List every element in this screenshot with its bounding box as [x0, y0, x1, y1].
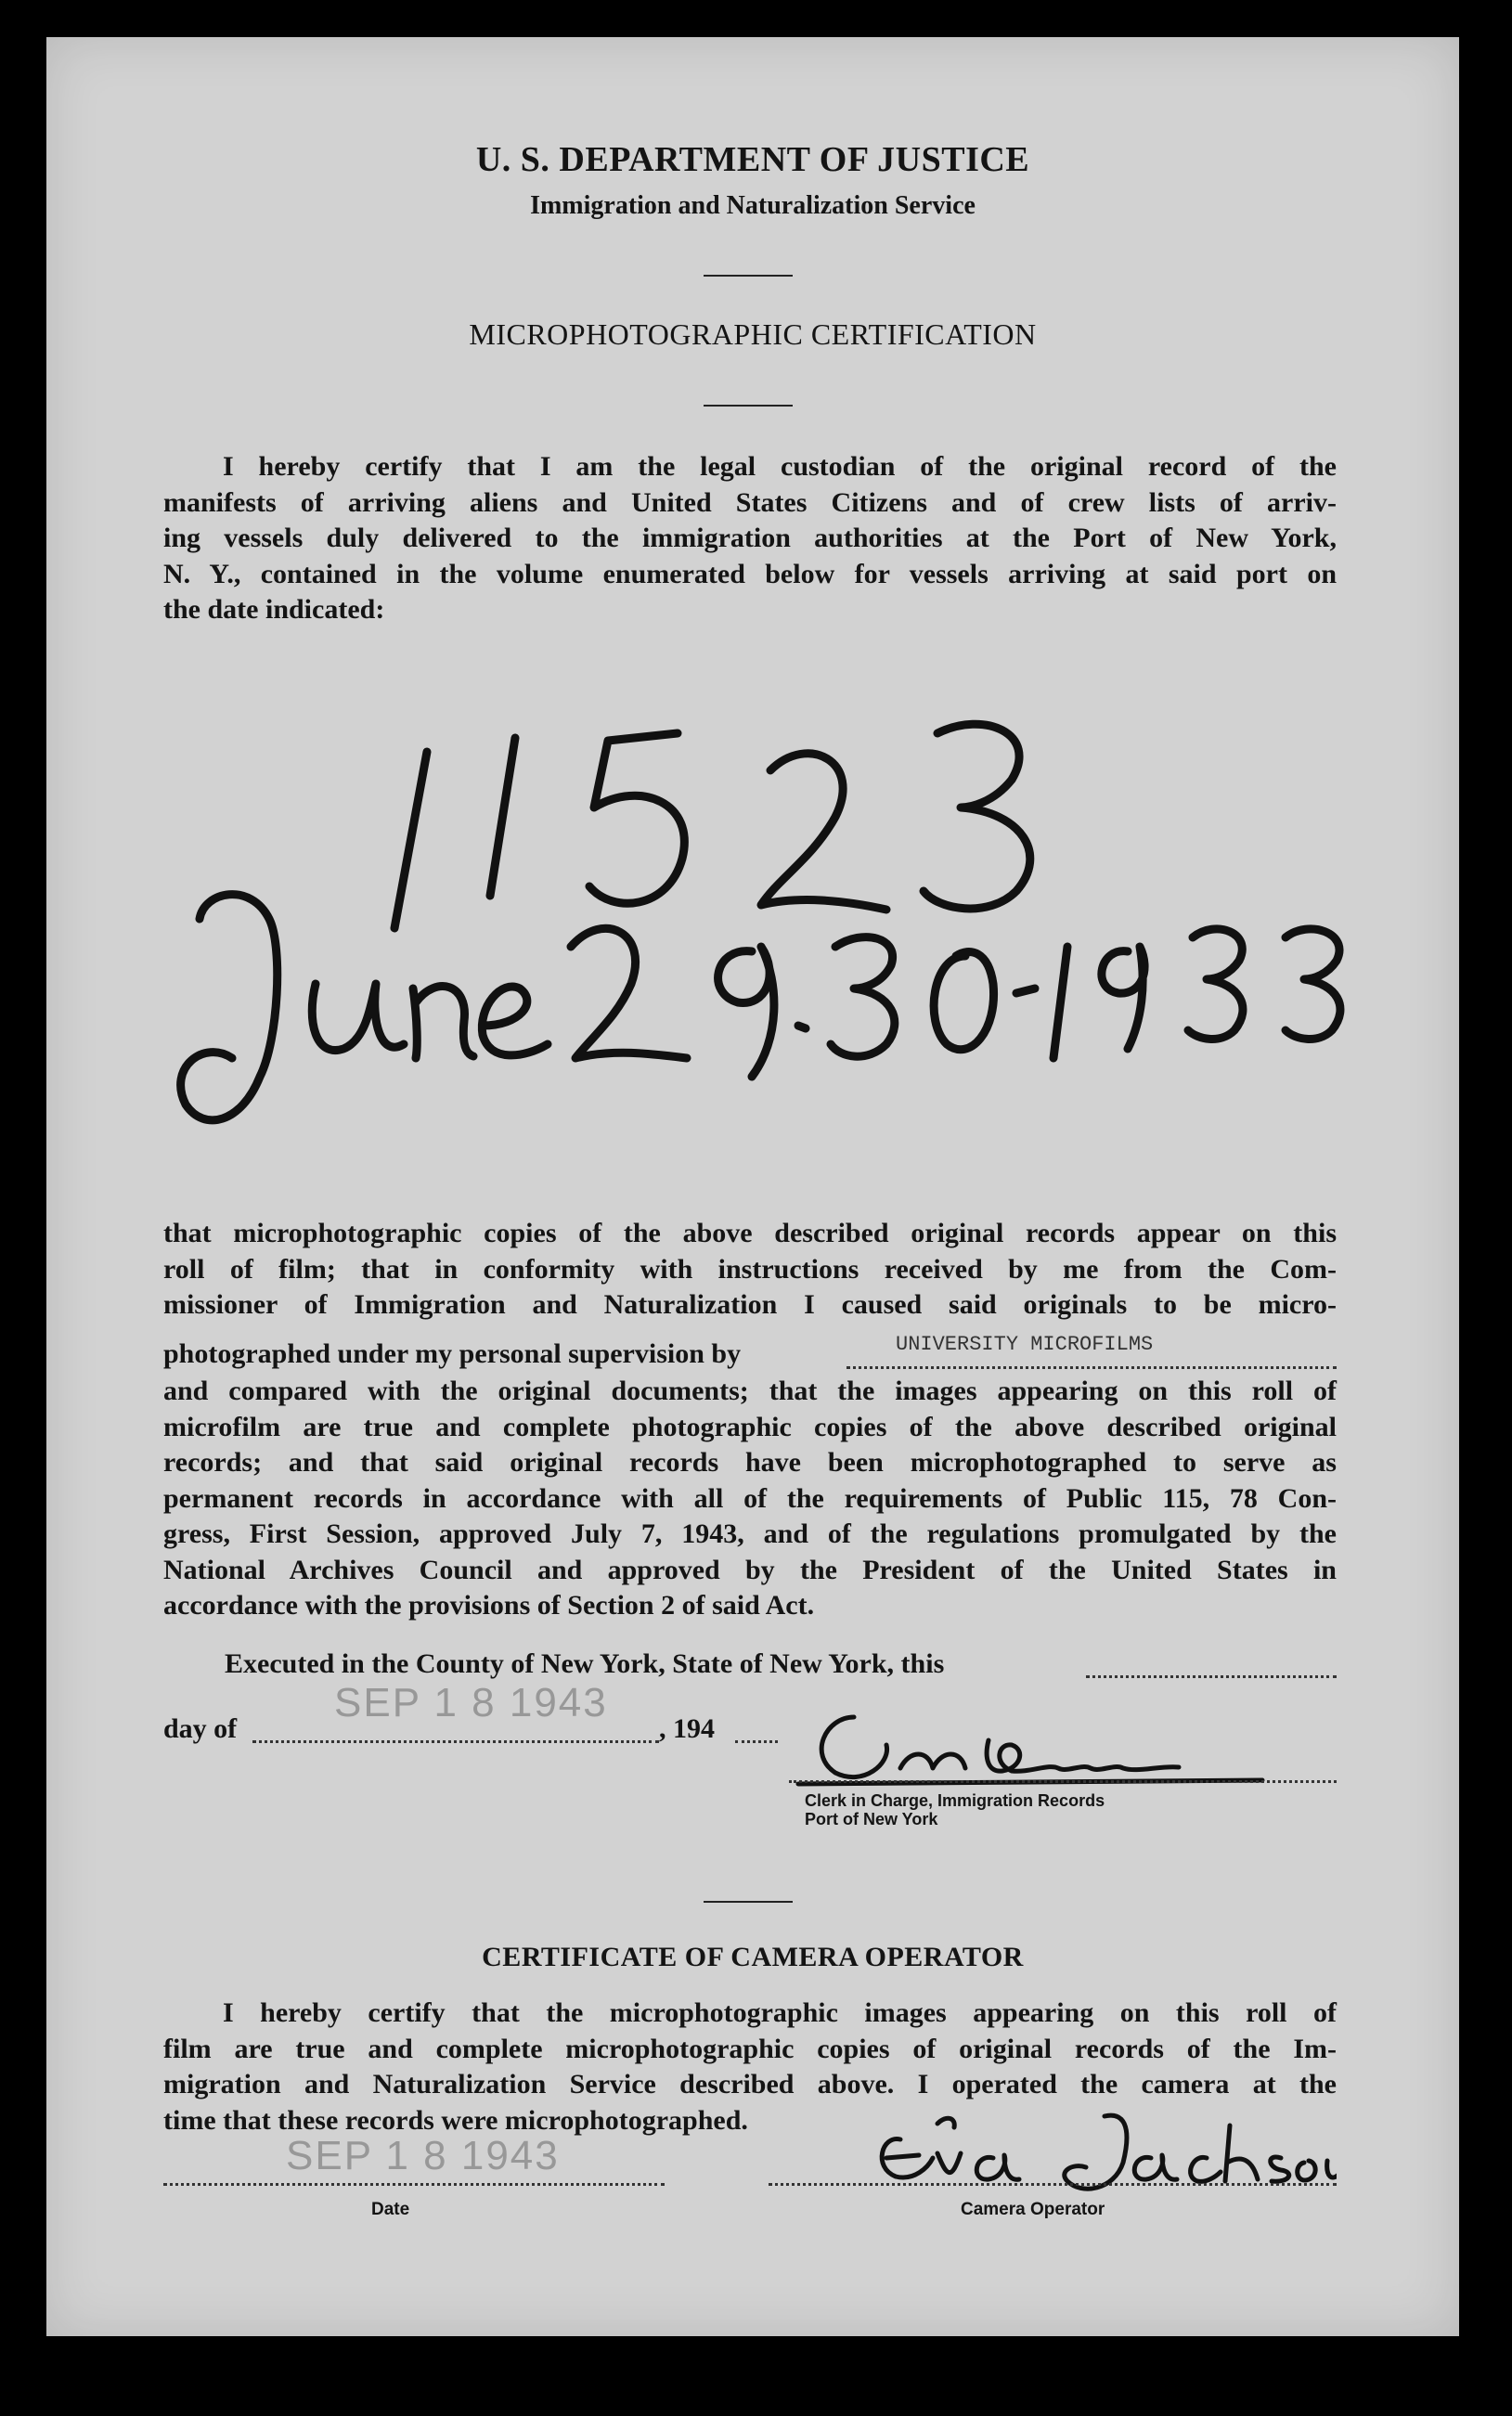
day-of-label: day of: [163, 1713, 238, 1744]
intro-paragraph: [163, 449, 1337, 628]
clerk-signature-line: [789, 1780, 1337, 1783]
hw-dash: [1016, 988, 1035, 993]
hw-letter: [181, 895, 278, 1120]
body-line: and compared with the original documents; that the images appearing on this roll of: [163, 1376, 1337, 1406]
intro-line: I hereby certify that I am the legal custodian of the original record of the: [223, 451, 1337, 482]
divider: [704, 1901, 793, 1903]
hw-dash: [798, 1026, 806, 1028]
typed-filming-company: UNIVERSITY MICROFILMS: [896, 1333, 1154, 1356]
intro-line: N. Y., contained in the volume enumerated below for vessels arriving at said port on: [163, 558, 1337, 589]
clerk-signature: [770, 1699, 1290, 1801]
hw-digit: [1053, 947, 1067, 1058]
body-line: that microphotographic copies of the above described original records appear on this: [163, 1218, 1337, 1248]
hw-digit: [1188, 929, 1243, 1040]
certification-title: MICROPHOTOGRAPHIC CERTIFICATION: [469, 317, 1037, 351]
hw-letter: [413, 987, 473, 1058]
body-line: records; and that said original records have been microphotographed to serve as: [163, 1447, 1337, 1478]
year-prefix: , 194: [659, 1713, 715, 1744]
camera-line: film are true and complete microphotographic copies of original records of the Im-: [163, 2033, 1337, 2064]
hw-letter: [312, 984, 404, 1051]
clerk-title-line: Port of New York: [805, 1810, 938, 1828]
execution-dotted-line: [1086, 1675, 1337, 1678]
clerk-title-line: Clerk in Charge, Immigration Records: [805, 1791, 1105, 1810]
operator-signature-line: [769, 2183, 1337, 2186]
service-subheading: Immigration and Naturalization Service: [530, 191, 976, 220]
date-dotted-line: [163, 2183, 665, 2186]
date-stamp: SEP 1 8 1943: [334, 1680, 608, 1725]
hw-digit: [1102, 947, 1144, 1049]
hw-digit: [718, 947, 774, 1077]
hw-digit: [571, 928, 687, 1058]
intro-line: the date indicated:: [163, 594, 385, 625]
handwritten-volume-dates: [46, 668, 1459, 1188]
intro-line: manifests of arriving aliens and United States Citizens and of crew lists of arriv-: [163, 486, 1337, 518]
body-line: gress, First Session, approved July 7, 1943, and of the regulations promulgated by the: [163, 1518, 1337, 1549]
hw-digit: [490, 738, 515, 896]
hw-digit: [394, 752, 427, 928]
date-stamp: SEP 1 8 1943: [286, 2133, 560, 2178]
day-dotted-line: [252, 1740, 659, 1743]
body-line: National Archives Council and approved by the President of the United States in: [163, 1554, 1337, 1585]
body-paragraph: [163, 1374, 1337, 1624]
body-line: permanent records in accordance with all of the requirements of Public 115, 78 Con-: [163, 1482, 1337, 1514]
hw-digit: [589, 733, 684, 903]
camera-operator-label: Camera Operator: [961, 2200, 1105, 2219]
body-line: microfilm are true and complete photographic copies of the above described original: [163, 1411, 1337, 1442]
date-label: Date: [371, 2200, 410, 2219]
body-line: accordance with the provisions of Section 2 of said Act.: [163, 1590, 815, 1621]
camera-line: time that these records were microphotographed.: [163, 2104, 748, 2136]
body-line: roll of film; that in conformity with instructions received by me from the Com-: [163, 1253, 1337, 1285]
department-heading: U. S. DEPARTMENT OF JUSTICE: [475, 140, 1030, 179]
intro-line: ing vessels duly delivered to the immigration authorities at the Port of New York,: [163, 523, 1337, 553]
hw-digit: [934, 951, 993, 1049]
clerk-title: [805, 1791, 1105, 1828]
execution-line: Executed in the County of New York, State of New York, this: [225, 1648, 945, 1679]
camera-line: I hereby certify that the microphotographic images appearing on this roll of: [223, 1997, 1337, 2028]
hw-digit: [1286, 929, 1340, 1040]
supervision-lead: photographed under my personal supervision by: [163, 1338, 742, 1369]
hw-letter: [482, 987, 548, 1055]
camera-line: migration and Naturalization Service described above. I operated the camera at the: [163, 2069, 1337, 2099]
hw-digit: [831, 937, 895, 1057]
hw-digit: [924, 724, 1030, 909]
body-paragraph: [163, 1216, 1337, 1324]
divider: [704, 405, 793, 407]
hw-digit: [761, 754, 886, 910]
supervision-dotted-line: [846, 1366, 1337, 1369]
camera-operator-heading: CERTIFICATE OF CAMERA OPERATOR: [482, 1942, 1024, 1972]
body-line: missioner of Immigration and Naturalization I caused said originals to be micro-: [163, 1289, 1337, 1320]
certificate-sheet: [46, 37, 1459, 2336]
divider: [704, 275, 793, 277]
